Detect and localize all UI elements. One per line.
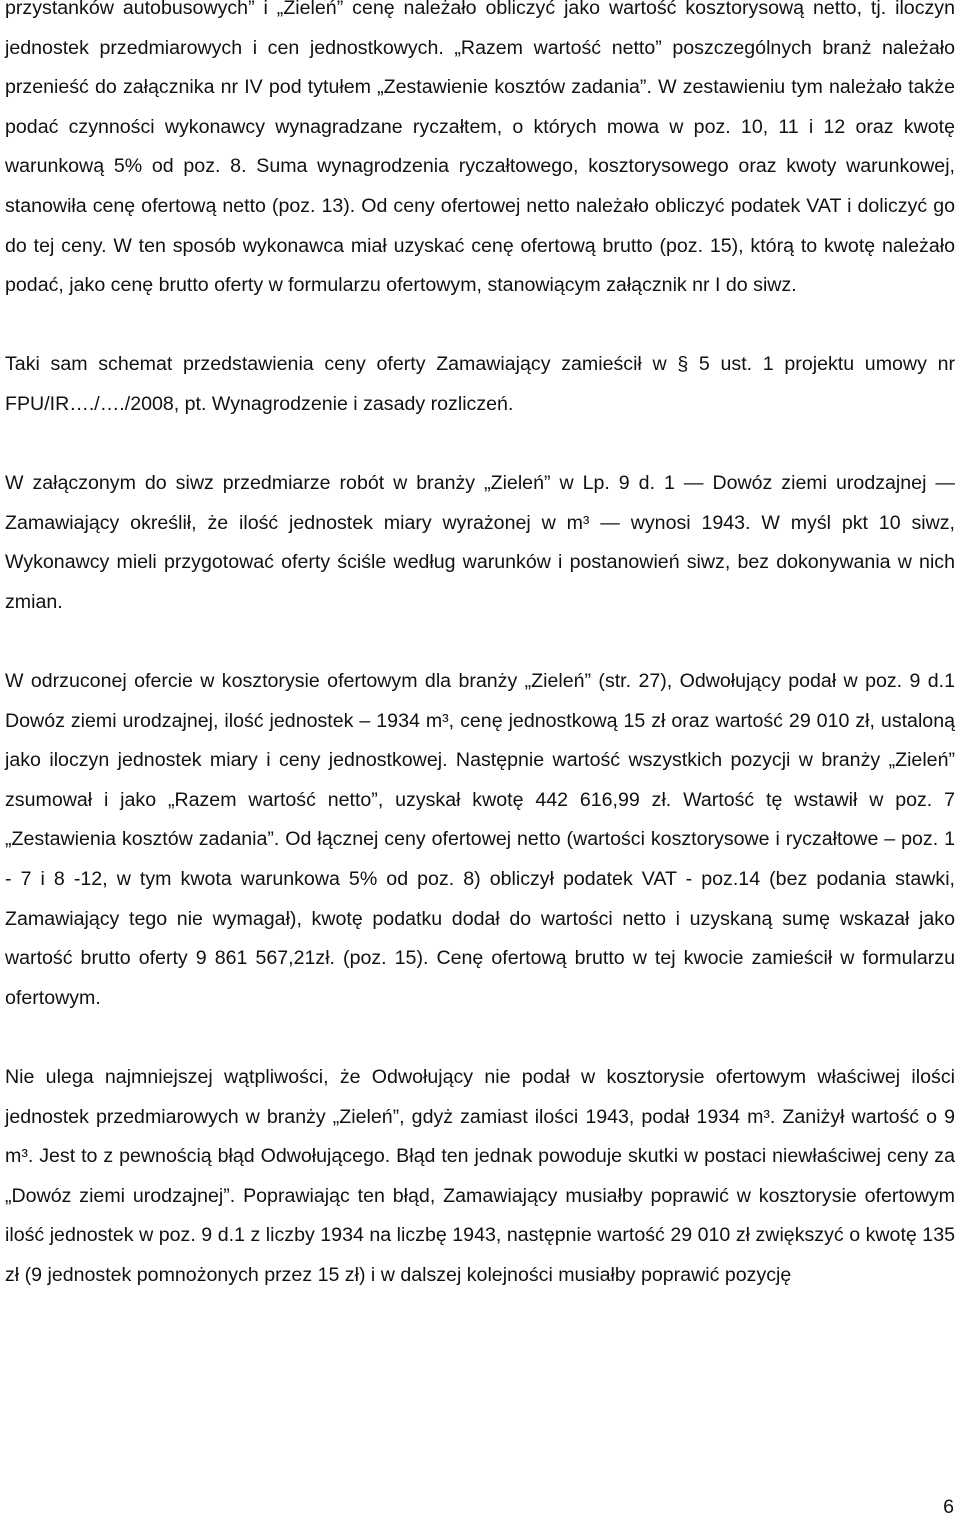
paragraph-bill-of-quantities: W załączonym do siwz przedmiarze robót w branży „Zieleń” w Lp. 9 d. 1 — Dowóz ziemi urodzajnej — Zamawiający określił, że ilość jednostek miary wyrażonej w m³ — wynosi 1943. W myśl pkt 10 siwz, Wykonawcy mieli przygotować oferty ściśle według warunków i postanowień siwz, bez dokonywania w nich zmian. [5,472,955,613]
paragraph-pricing-method: przystanków autobusowych” i „Zieleń” cenę należało obliczyć jako wartość kosztorysową netto, tj. iloczyn jednostek przedmiarowych i cen jednostkowych. „Razem wartość netto” poszczególnych branż należało przenieść do załącznika nr IV pod tytułem „Zestawienie kosztów zadania”. W zestawieniu tym należało także podać czynności wykonawcy wynagradzane ryczałtem, o których mowa w poz. 10, 11 i 12 oraz kwotę warunkową 5% od poz. 8. Suma wynagrodzenia ryczałtowego, kosztorysowego oraz kwoty warunkowej, stanowiła cenę ofertową netto (poz. 13). Od ceny ofertowej netto należało obliczyć podatek VAT i doliczyć go do tej ceny. W ten sposób wykonawca miał uzyskać cenę ofertową brutto (poz. 15), którą to kwotę należało podać, jako cenę brutto oferty w formularzu ofertowym, stanowiącym załącznik nr I do siwz. [5,0,955,297]
paragraph-contract-scheme: Taki sam schemat przedstawienia ceny oferty Zamawiający zamieścił w § 5 ust. 1 projektu umowy nr FPU/IR…./…./2008, pt. Wynagrodzenie i zasady rozliczeń. [5,353,955,415]
page-number: 6 [943,1496,954,1518]
paragraph-rejected-offer: W odrzuconej ofercie w kosztorysie ofertowym dla branży „Zieleń” (str. 27), Odwołujący podał w poz. 9 d.1 Dowóz ziemi urodzajnej, ilość jednostek – 1934 m³, cenę jednostkową 15 zł oraz wartość 29 010 zł, ustaloną jako iloczyn jednostek miary i ceny jednostkowej. Następnie wartość wszystkich pozycji w branży „Zieleń” zsumował i jako „Razem wartość netto”, uzyskał kwotę 442 616,99 zł. Wartość tę wstawił w poz. 7 „Zestawienia kosztów zadania”. Od łącznej ceny ofertowej netto (wartości kosztorysowe i ryczałtowe – poz. 1 - 7 i 8 -12, w tym kwota warunkowa 5% od poz. 8) obliczył podatek VAT - poz.14 (bez podania stawki, Zamawiający tego nie wymagał), kwotę podatku dodał do wartości netto i uzyskaną sumę wskazał jako wartość brutto oferty 9 861 567,21zł. (poz. 15). Cenę ofertową brutto w tej kwocie zamieścił w formularzu ofertowym. [5,670,955,1009]
paragraph-error-analysis: Nie ulega najmniejszej wątpliwości, że Odwołujący nie podał w kosztorysie ofertowym właściwej ilości jednostek przedmiarowych w branży „Zieleń”, gdyż zamiast ilości 1943, podał 1934 m³. Zaniżył wartość o 9 m³. Jest to z pewnością błąd Odwołującego. Błąd ten jednak powoduje skutki w postaci niewłaściwej ceny za „Dowóz ziemi urodzajnej”. Poprawiając ten błąd, Zamawiający musiałby poprawić w kosztorysie ofertowym ilość jednostek w poz. 9 d.1 z liczby 1934 na liczbę 1943, następnie wartość 29 010 zł zwiększyć o kwotę 135 zł (9 jednostek pomnożonych przez 15 zł) i w dalszej kolejności musiałby poprawić pozycję [5,1066,955,1286]
document-page [5,0,955,1296]
